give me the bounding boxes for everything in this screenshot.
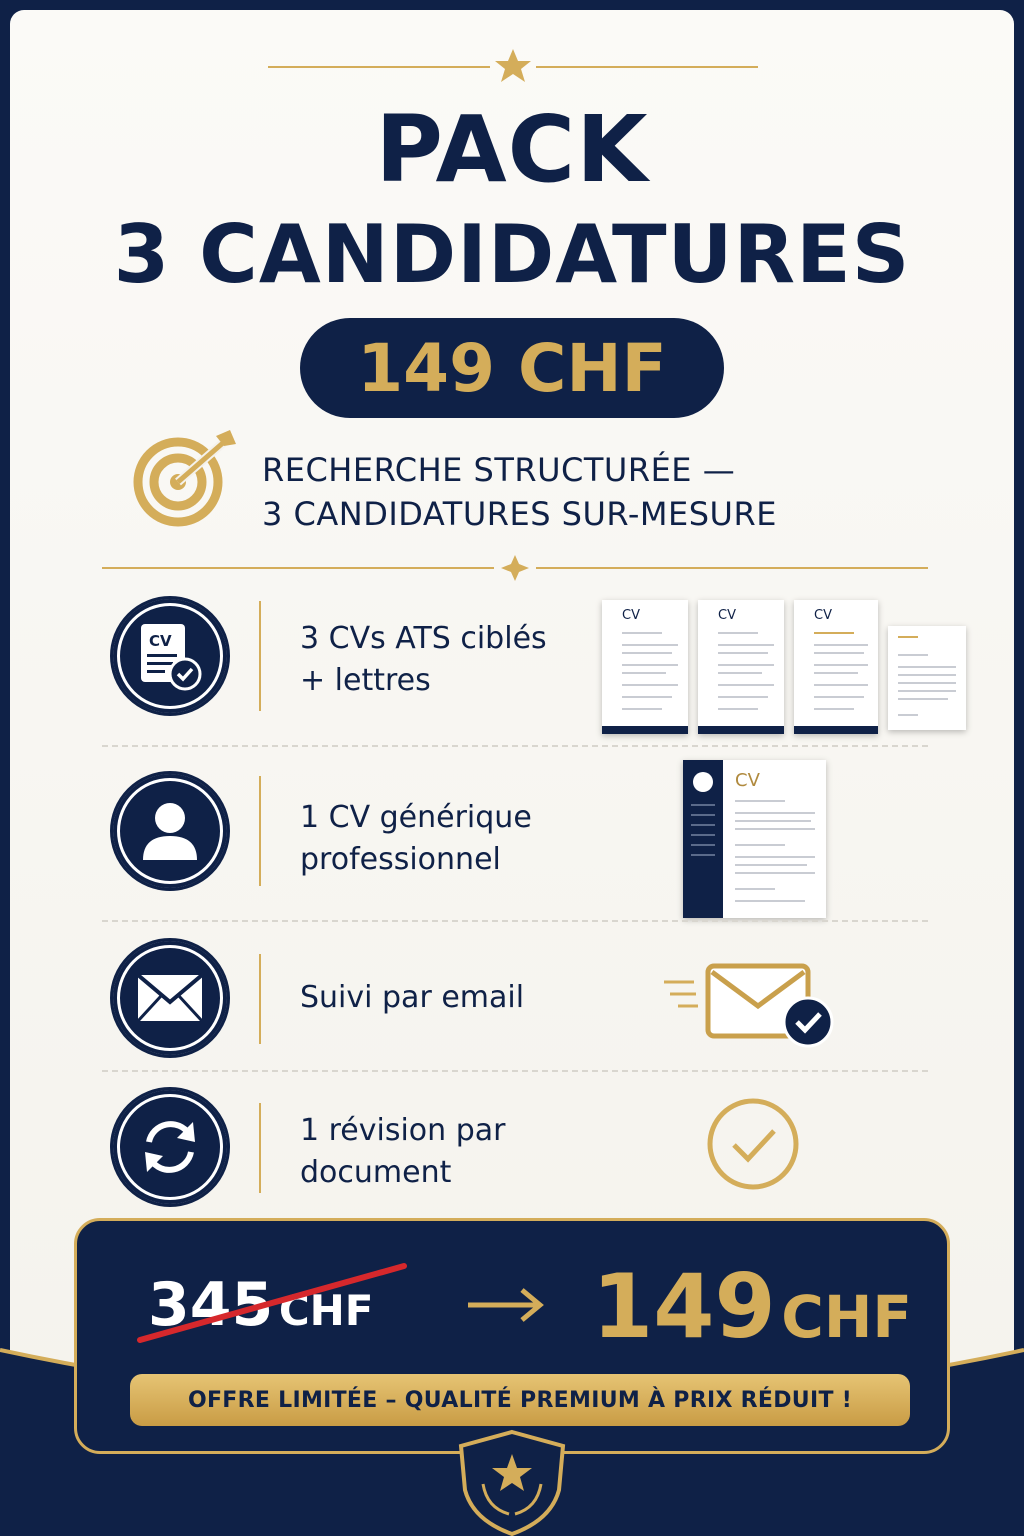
feature-line: 1 CV générique (300, 800, 532, 835)
feature-text-email (300, 977, 524, 1019)
limited-offer-banner (130, 1374, 910, 1426)
shield-star-emblem-icon (455, 1428, 569, 1536)
cv-thumbnail-label: CV (622, 608, 640, 623)
svg-text:CV: CV (149, 632, 172, 650)
new-price-number: 149 (592, 1255, 776, 1358)
feature-divider-line (259, 776, 261, 886)
section-divider (102, 552, 928, 584)
feature-icon-email (110, 938, 230, 1058)
feature-text-revision (300, 1110, 505, 1194)
row-separator (102, 920, 928, 922)
page-title-line2: 3 CANDIDATURES (113, 208, 911, 301)
old-price-currency: CHF (278, 1286, 374, 1335)
subtitle (262, 448, 902, 536)
top-star-ornament (268, 45, 758, 87)
page-title-line1: PACK (375, 96, 649, 203)
limited-offer-text: OFFRE LIMITÉE – QUALITÉ PREMIUM À PRIX RÉDUIT ! (187, 1387, 853, 1413)
feature-line: 3 CVs ATS ciblés (300, 621, 547, 656)
refresh-icon (135, 1112, 205, 1182)
check-circle-icon (704, 1097, 802, 1191)
feature-icon-cv (110, 596, 230, 716)
cv-thumbnail (794, 600, 878, 734)
cover-letter-thumbnail (888, 626, 966, 730)
feature-line: Suivi par email (300, 980, 525, 1015)
user-icon (135, 796, 205, 866)
target-icon (132, 428, 242, 528)
subtitle-line1: RECHERCHE STRUCTURÉE — (262, 451, 736, 489)
cv-thumbnail-label: CV (718, 608, 736, 623)
feature-line: document (300, 1155, 452, 1190)
generic-cv-thumbnail-label: CV (735, 770, 760, 791)
cv-thumbnail (602, 600, 688, 734)
feature-text-cvs (300, 618, 547, 702)
old-price-number: 345 (148, 1270, 274, 1340)
feature-text-generic-cv (300, 797, 532, 881)
feature-divider-line (259, 601, 261, 711)
feature-line: 1 révision par (300, 1113, 506, 1148)
feature-divider-line (259, 1103, 261, 1193)
price-badge-label: 149 CHF (357, 329, 667, 407)
arrow-right-icon (466, 1280, 546, 1330)
cv-thumbnail-label: CV (814, 608, 832, 623)
cv-thumbnail (698, 600, 784, 734)
cv-document-icon (135, 620, 205, 692)
subtitle-line2: 3 CANDIDATURES SUR-MESURE (262, 495, 777, 533)
row-separator (102, 1070, 928, 1072)
feature-divider-line (259, 954, 261, 1044)
new-price-currency: CHF (781, 1283, 913, 1351)
feature-line: + lettres (300, 663, 431, 698)
envelope-icon (135, 972, 205, 1024)
feature-line: professionnel (300, 842, 501, 877)
strikethrough-line (136, 1260, 410, 1346)
feature-icon-user (110, 771, 230, 891)
row-separator (102, 745, 928, 747)
feature-icon-revision (110, 1087, 230, 1207)
price-badge (300, 318, 724, 418)
generic-cv-thumbnail (683, 760, 826, 918)
email-sent-icon (664, 960, 836, 1052)
new-price (592, 1255, 912, 1358)
